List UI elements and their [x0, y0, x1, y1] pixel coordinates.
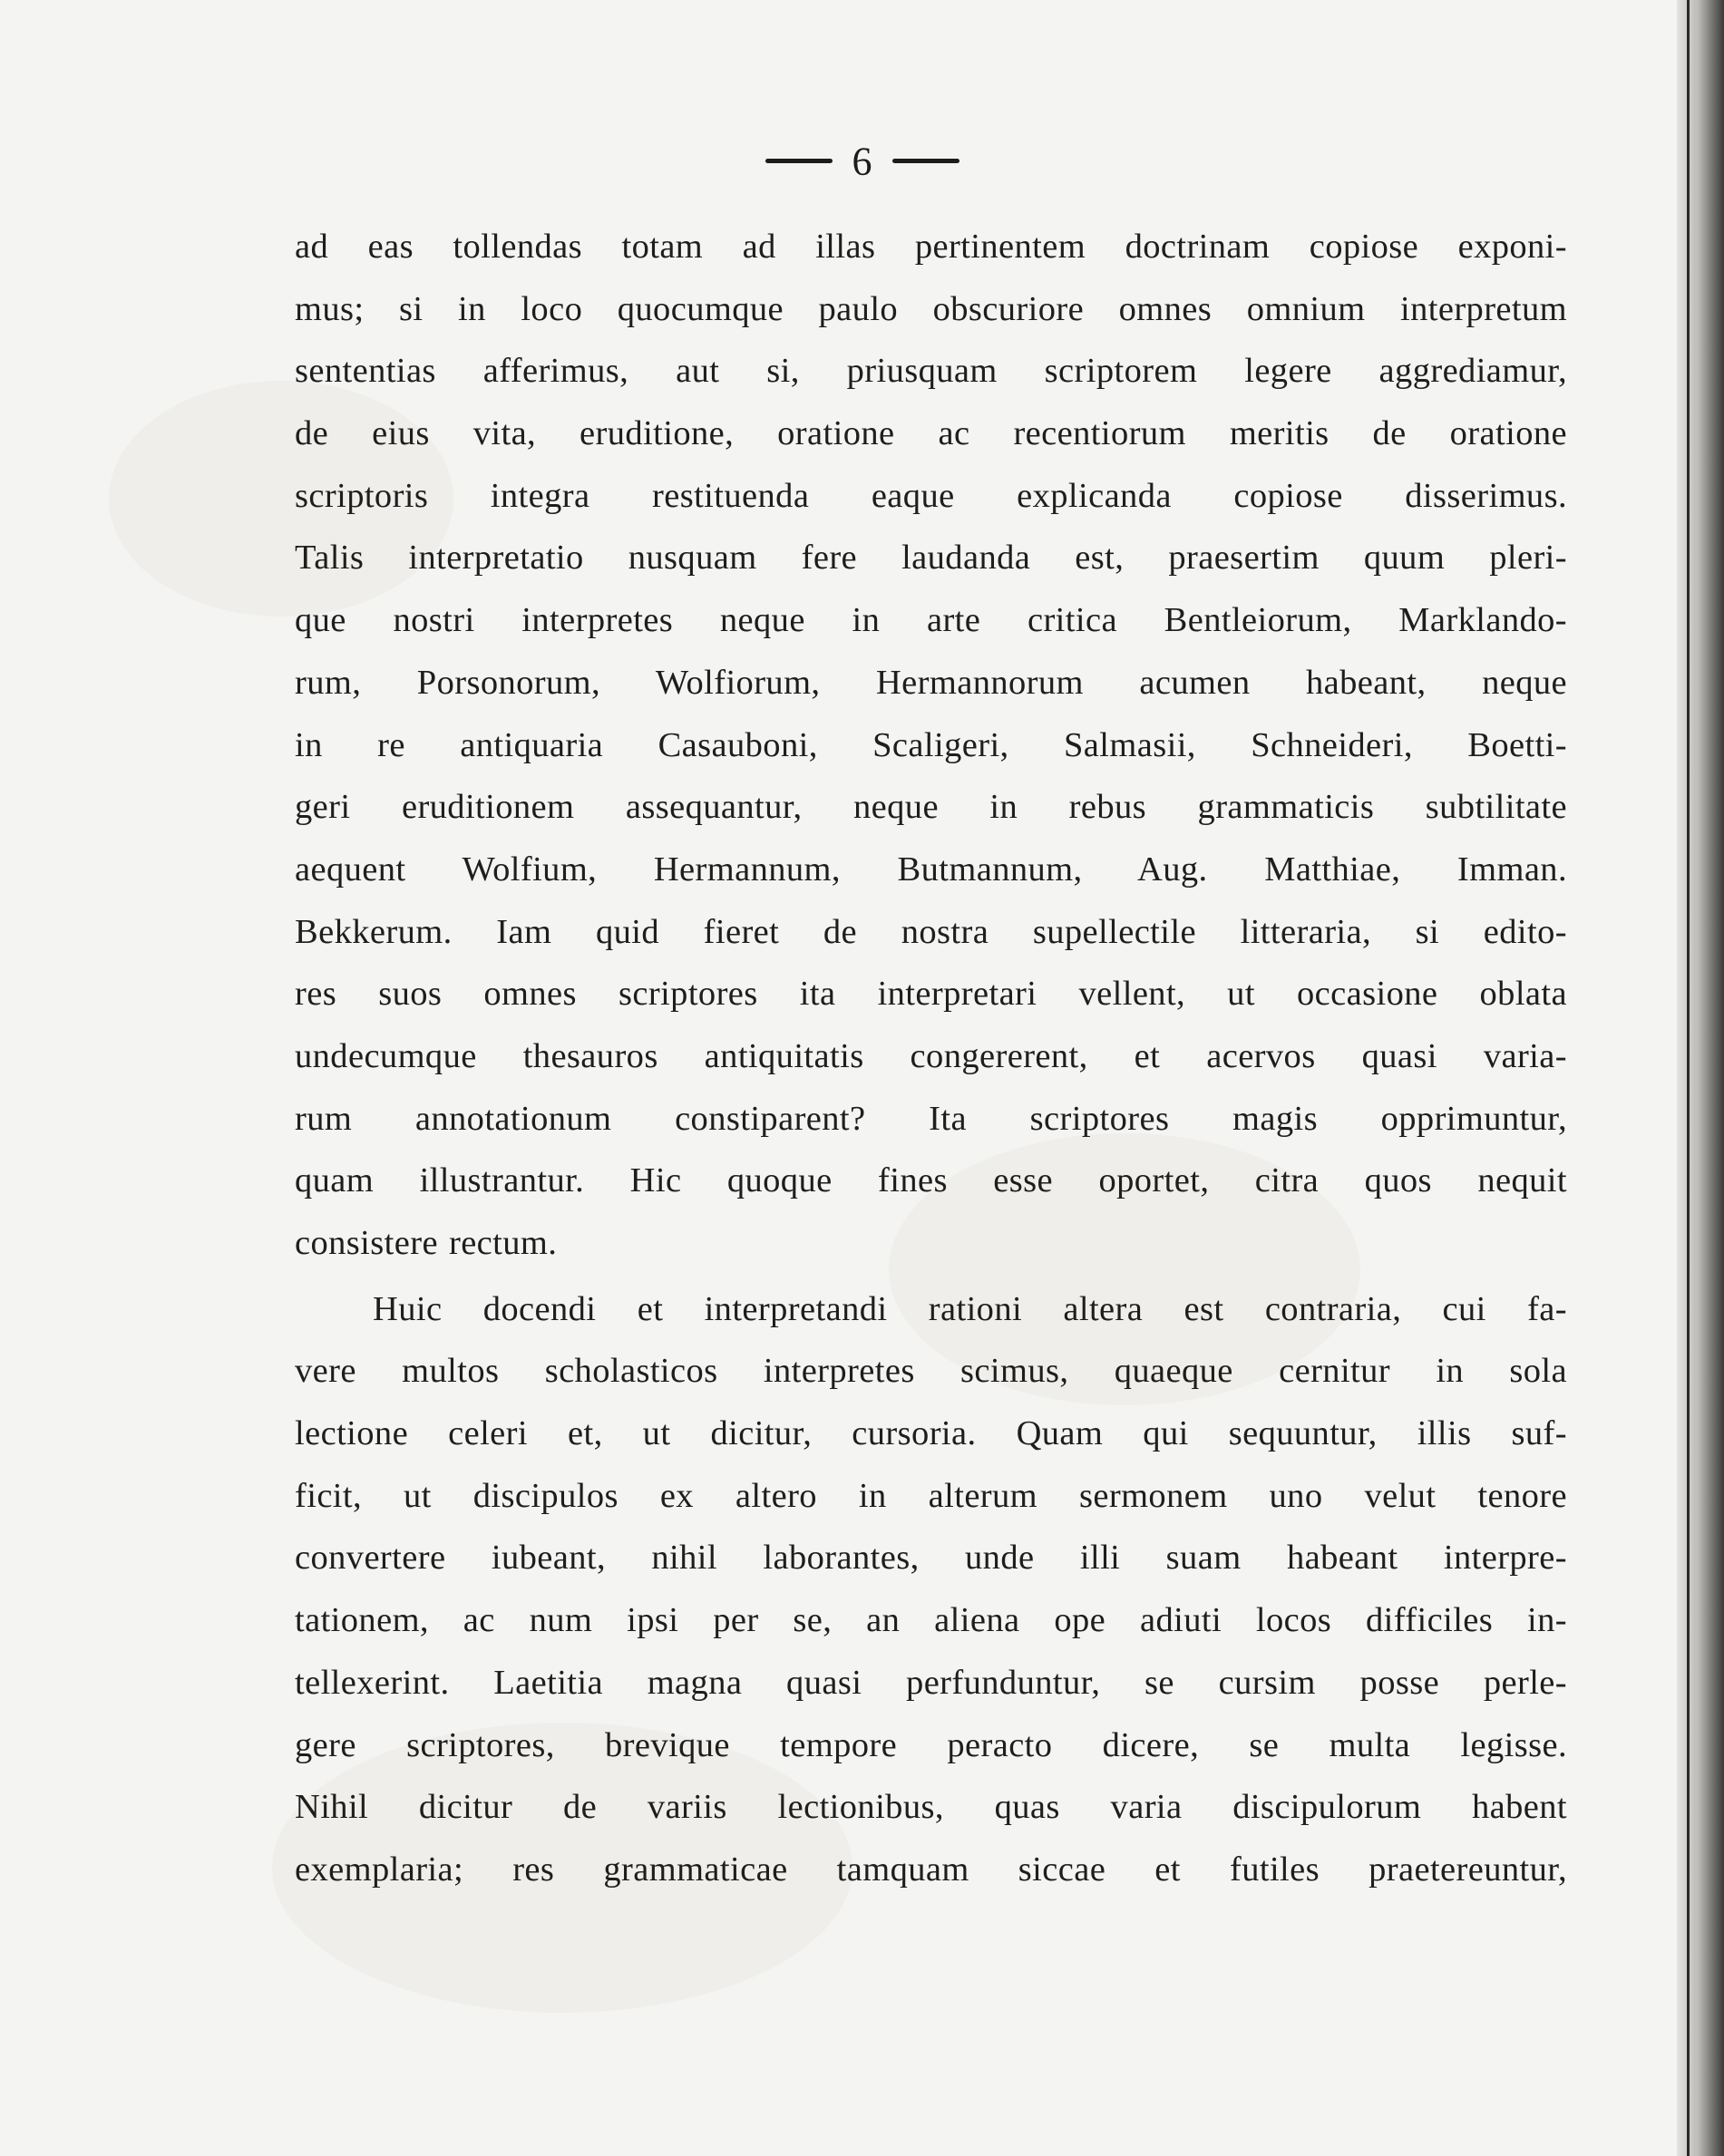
page-number: 6 — [852, 139, 872, 184]
text-line: quam illustrantur. Hic quoque fines esse oportet, citra quos nequit — [295, 1161, 1567, 1200]
text-line: ficit, ut discipulos ex altero in alterum sermonem uno velut tenore — [295, 1476, 1567, 1515]
text-line: geri eruditionem assequantur, neque in rebus grammaticis subtilitate — [295, 788, 1567, 827]
text-line: scriptoris integra restituenda eaque explicanda copiose disserimus. — [295, 476, 1567, 515]
header-rule-left — [765, 159, 833, 163]
text-line: Talis interpretatio nusquam fere laudanda est, praesertim quum pleri- — [295, 539, 1567, 578]
text-line: sententias afferimus, aut si, priusquam scriptorem legere aggrediamur, — [295, 352, 1567, 391]
text-line: Nihil dicitur de variis lectionibus, quas varia discipulorum habent — [295, 1788, 1567, 1827]
text-line: convertere iubeant, nihil laborantes, unde illi suam habeant interpre- — [295, 1539, 1567, 1578]
page-edge-shadow — [1677, 0, 1724, 2156]
paragraph-1 — [295, 216, 1567, 1275]
text-line: ad eas tollendas totam ad illas pertinentem doctrinam copiose exponi- — [295, 228, 1567, 266]
page-edge-line — [1687, 0, 1690, 2156]
text-line: que nostri interpretes neque in arte critica Bentleiorum, Marklando- — [295, 601, 1567, 640]
text-line: rum annotationum constiparent? Ita scriptores magis opprimuntur, — [295, 1099, 1567, 1138]
body-text — [295, 216, 1567, 1901]
text-line: mus; si in loco quocumque paulo obscuriore omnes omnium interpretum — [295, 289, 1567, 328]
text-line: rum, Porsonorum, Wolfiorum, Hermannorum acumen habeant, neque — [295, 663, 1567, 702]
page-header — [0, 134, 1724, 184]
text-line: exemplaria; res grammaticae tamquam siccae et futiles praetereuntur, — [295, 1850, 1567, 1889]
text-line: lectione celeri et, ut dicitur, cursoria. Quam qui sequuntur, illis suf- — [295, 1414, 1567, 1453]
text-line: Bekkerum. Iam quid fieret de nostra supellectile litteraria, si edito- — [295, 912, 1567, 951]
text-line: in re antiquaria Casauboni, Scaligeri, Salmasii, Schneideri, Boetti- — [295, 725, 1567, 764]
text-line: res suos omnes scriptores ita interpretari vellent, ut occasione oblata — [295, 975, 1567, 1014]
text-line: undecumque thesauros antiquitatis congererent, et acervos quasi varia- — [295, 1036, 1567, 1075]
text-line: vere multos scholasticos interpretes scimus, quaeque cernitur in sola — [295, 1352, 1567, 1391]
text-line: consistere rectum. — [295, 1224, 558, 1262]
text-line: gere scriptores, brevique tempore peracto dicere, se multa legisse. — [295, 1725, 1567, 1764]
text-line: Huic docendi et interpretandi rationi altera est contraria, cui fa- — [373, 1289, 1567, 1328]
text-line: tationem, ac num ipsi per se, an aliena ope adiuti locos difficiles in- — [295, 1601, 1567, 1640]
header-rule-right — [892, 159, 959, 163]
paragraph-2 — [295, 1278, 1567, 1901]
text-line: aequent Wolfium, Hermannum, Butmannum, Aug. Matthiae, Imman. — [295, 850, 1567, 889]
text-line: de eius vita, eruditione, oratione ac recentiorum meritis de oratione — [295, 414, 1567, 453]
text-line: tellexerint. Laetitia magna quasi perfunduntur, se cursim posse perle- — [295, 1663, 1567, 1702]
